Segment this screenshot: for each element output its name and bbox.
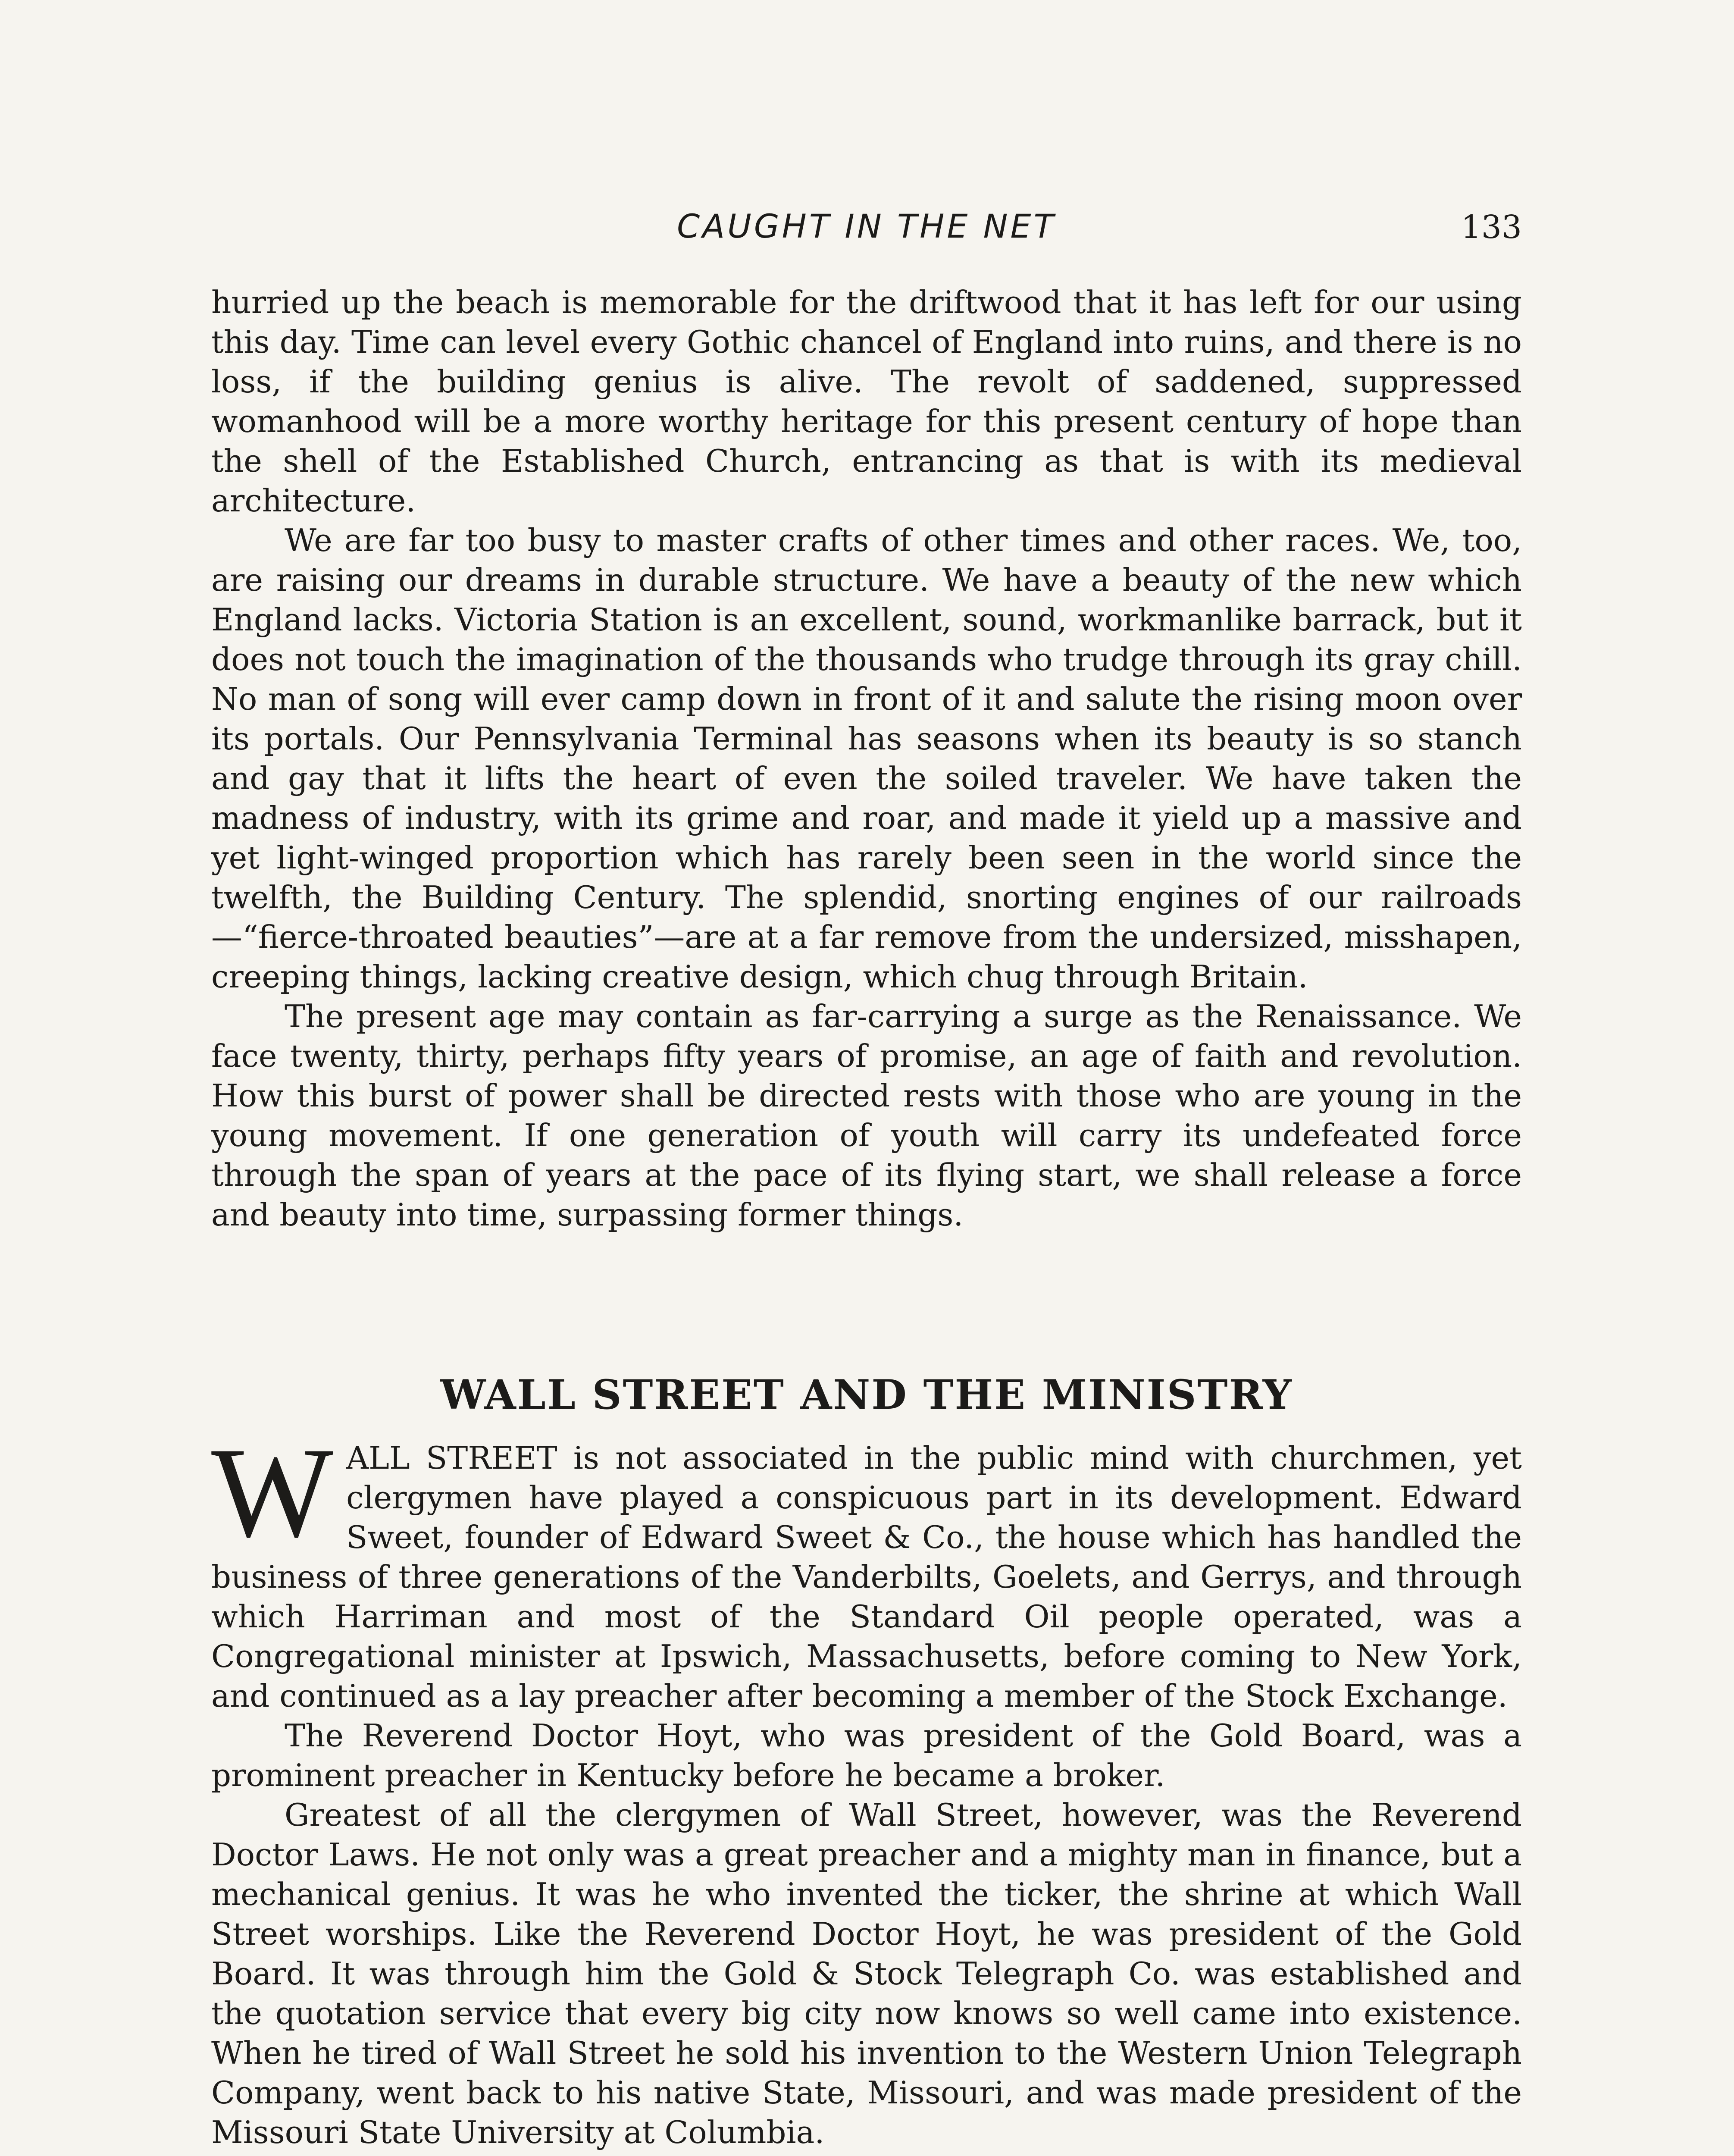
paragraph: We are far too busy to master crafts of other times and other races. We, too, are raising our dreams in durable structure. We have a beauty of the new which England lacks. Victoria Station is an excellent, sound, workmanlike barrack, but it does not touch the imagination of the thousands who trudge through its gray chill. No man of song will ever camp down in front of it and salute the rising moon over its portals. Our Pennsylvania Terminal has seasons when its beauty is so stanch and gay that it lifts the heart of even the soiled traveler. We have taken the madness of industry, with its grime and roar, and made it yield up a massive and yet light-winged proportion which has rarely been seen in the world since the twelfth, the Building Century. The splendid, snorting engines of our railroads—“fierce-throated beauties”—are at a far remove from the undersized, misshapen, creeping things, lacking creative design, which chug through Britain.: [211, 522, 1522, 995]
article-text: [211, 1421, 1522, 2152]
running-head: [211, 203, 1522, 254]
paragraph-with-dropcap: [211, 1421, 1522, 1716]
section-title: WALL STREET AND THE MINISTRY: [440, 1371, 1293, 1419]
page-number: 133: [1461, 209, 1522, 246]
paragraph-text: ALL STREET is not associated in the public mind with churchmen, yet clergymen have played a conspicuous part in its development. Edward Sweet, founder of Edward Sweet & Co., the house which has handled the business of three generations of the Vanderbilts, Goelets, and Gerrys, and through which Harriman and most of the Standard Oil people operated, was a Congregational minister at Ipswich, Massachusetts, before coming to New York, and continued as a lay preacher after becoming a member of the Stock Exchange.: [211, 1440, 1522, 1714]
paragraph: hurried up the beach is memorable for the driftwood that it has left for our using this day. Time can level every Gothic chancel of England into ruins, and there is no loss, if the building genius is alive. The revolt of saddened, suppressed womanhood will be a more worthy heritage for this present century of hope than the shell of the Established Church, entrancing as that is with its medieval architecture.: [211, 284, 1522, 519]
paragraph: The Reverend Doctor Hoyt, who was president of the Gold Board, was a prominent preacher in Kentucky before he became a broker.: [211, 1717, 1522, 1793]
paragraph: Greatest of all the clergymen of Wall Street, however, was the Reverend Doctor Laws. He not only was a great preacher and a mighty man in finance, but a mechanical genius. It was he who invented the ticker, the shrine at which Wall Street worships. Like the Reverend Doctor Hoyt, he was president of the Gold Board. It was through him the Gold & Stock Telegraph Co. was established and the quotation service that every big city now knows so well came into existence. When he tired of Wall Street he sold his invention to the Western Union Telegraph Company, went back to his native State, Missouri, and was made president of the Missouri State University at Columbia.: [211, 1797, 1522, 2150]
paragraph: The present age may contain as far-carrying a surge as the Renaissance. We face twenty, thirty, perhaps fifty years of promise, an age of faith and revolution. How this burst of power shall be directed rests with those who are young in the young movement. If one generation of youth will carry its undefeated force through the span of years at the pace of its flying start, we shall release a force and beauty into time, surpassing former things.: [211, 998, 1522, 1233]
continued-article-text: [211, 282, 1522, 1235]
dropcap: W: [211, 1421, 334, 1564]
running-title: CAUGHT IN THE NET: [677, 207, 1056, 245]
